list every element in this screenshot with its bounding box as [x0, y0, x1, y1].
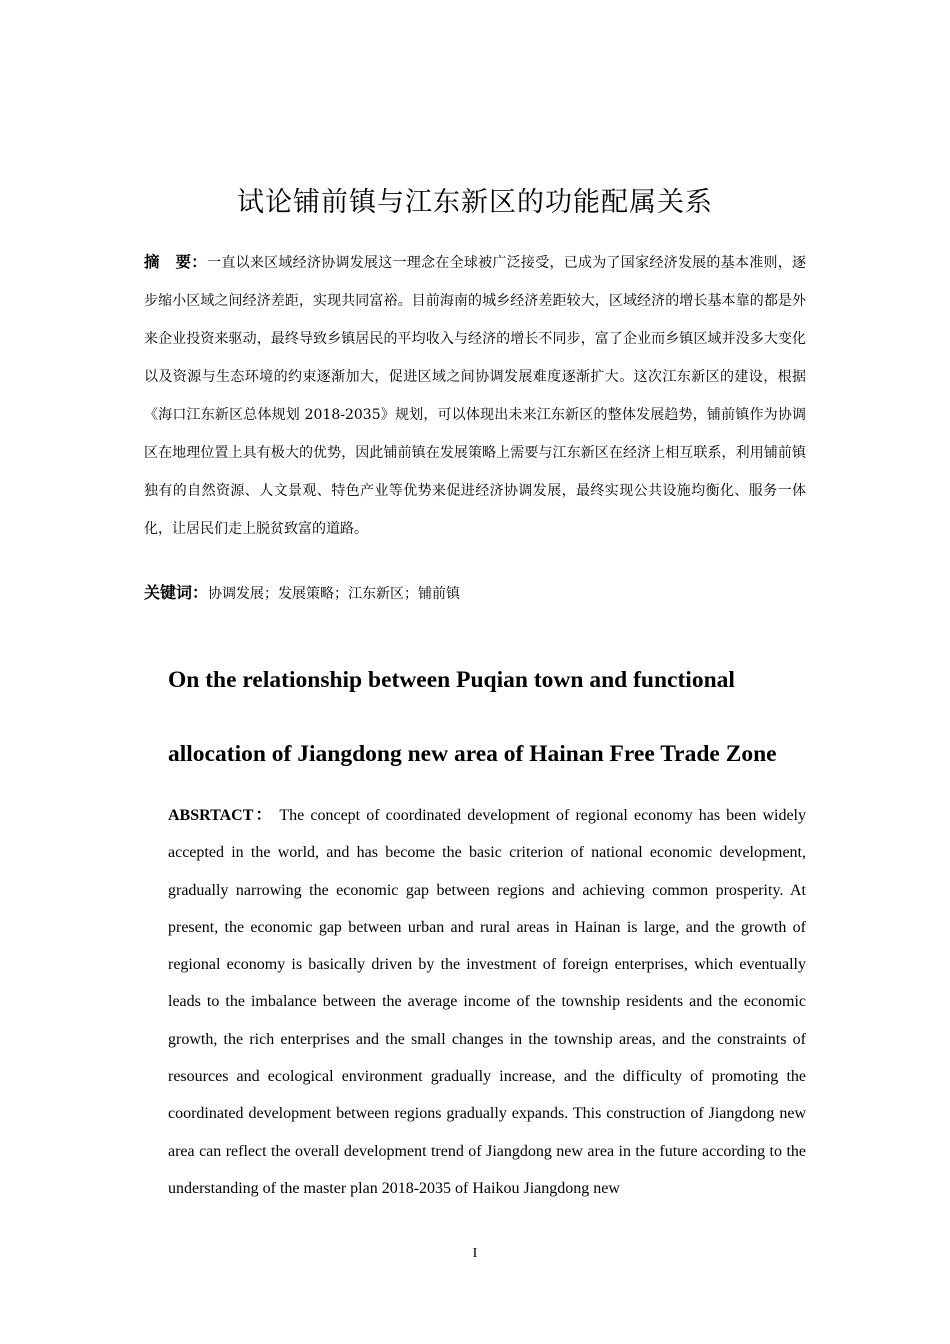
english-abstract-label: ABSRTACT： [168, 807, 274, 824]
chinese-abstract-text: 一直以来区域经济协调发展这一理念在全球被广泛接受，已成为了国家经济发展的基本准则，逐步缩小区域之间经济差距，实现共同富裕。目前海南的城乡经济差距较大，区域经济的增长基本靠的都是外来企业投资来驱动，最终导致乡镇居民的平均收入与经济的增长不同步，富了企业而乡镇区域并没多大变化以及资源与生态环境的约束逐渐加大，促进区域之间协调发展难度逐渐扩大。这次江东新区的建设，根据《海口江东新区总体规划 2018-2035》规划，可以体现出未来江东新区的整体发展趋势，铺前镇作为协调区在地理位置上具有极大的优势，因此铺前镇在发展策略上需要与江东新区在经济上相互联系，利用铺前镇独有的自然资源、人文景观、特色产业等优势来促进经济协调发展，最终实现公共设施均衡化、服务一体化，让居民们走上脱贫致富的道路。 [144, 255, 806, 537]
chinese-keywords-label: 关键词： [144, 583, 209, 602]
page-number: I [472, 1246, 478, 1261]
chinese-keywords [144, 578, 806, 609]
chinese-abstract [144, 243, 806, 548]
english-abstract-text: The concept of coordinated development of regional economy has been widely accepted in the world, and has become the basic criterion of national economic development, gradually narrowing the economic gap between regions and achieving common prosperity. At present, the economic gap between urban and rural areas in Hainan is large, and the growth of regional economy is basically driven by the investment of foreign enterprises, which eventually leads to the imbalance between the average income of the township residents and the economic growth, the rich enterprises and the small changes in the township areas, and the constraints of resources and ecological environment gradually increase, and the difficulty of promoting the coordinated development between regions gradually expands. This construction of Jiangdong new area can reflect the overall development trend of Jiangdong new area in the future according to the understanding of the master plan 2018-2035 of Haikou Jiangdong new [168, 807, 806, 1197]
chinese-abstract-label: 摘 要： [144, 253, 208, 271]
chinese-title: 试论铺前镇与江东新区的功能配属关系 [237, 187, 713, 218]
chinese-keywords-text: 协调发展；发展策略；江东新区；铺前镇 [208, 586, 461, 602]
english-title: On the relationship between Puqian town and functional allocation of Jiangdong new area of Hainan Free Trade Zone [168, 667, 777, 767]
english-abstract [168, 797, 806, 1207]
